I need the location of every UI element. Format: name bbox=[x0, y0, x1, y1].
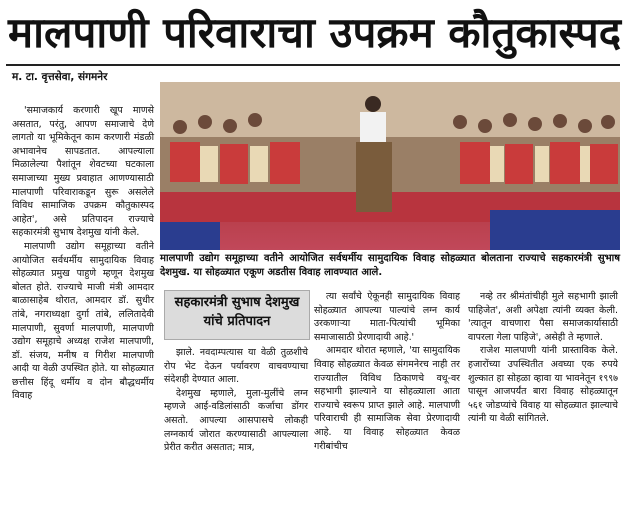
column-4-para-1: नव्हे तर श्रीमंतांचीही मुले सहभागी झाली पाहिजेत', अशी अपेक्षा त्यांनी व्यक्त केली. 'त्यातून वाचणारा पैसा समाजकार्यासाठी वापरला गेला पाहिजे', असेही ते म्हणाले. bbox=[468, 291, 618, 343]
ceremony-photo bbox=[160, 82, 620, 250]
column-1 bbox=[12, 104, 154, 403]
column-3-para-1: त्या सर्वांचे ऐकूनही सामुदायिक विवाह सोहळ्यात आपल्या पाल्यांचे लग्न कार्य उरकणाऱ्या माता-पित्यांची भूमिका समाजासाठी प्रेरणादायी आहे.' bbox=[314, 291, 460, 343]
headline: मालपाणी परिवाराचा उपक्रम कौतुकास्पद bbox=[8, 8, 622, 57]
column-4-para-2: राजेश मालपाणी यांनी प्रास्ताविक केले. हजारोंच्या उपस्थितीत अवघ्या एक रुपये शुल्कात हा सोहळा व्हावा या भावनेतून १९९७ पासून आजपर्यंत बारा विवाह सोहळ्यातून ५६१ जोडप्यांचे विवाह या सोहळ्यात झाल्याचे त्यांनी या वेळी सांगितले. bbox=[468, 345, 618, 425]
column-1-para-2: मालपाणी उद्योग समूहाच्या वतीने आयोजित सर्वधर्मीय सामुदायिक विवाह सोहळ्यात प्रमुख पाहुणे म्हणून देशमुख बोलत होते. राज्याचे माजी मंत्री आमदार बाळासाहेब थोरात, आमदार डॉ. सुधीर तांबे, नगराध्यक्षा दुर्गा तांबे, ललितादेवी मालपाणी, सुवर्णा मालपाणी, मालपाणी उद्योग समूहाचे अध्यक्ष राजेश मालपाणी, डॉ. संजय, मनीष व गिरीश मालपाणी आदी या वेळी उपस्थित होते. या सोहळ्यात छत्तीस हिंदू धर्मीय व दोन बौद्धधर्मीय विवाह bbox=[12, 240, 154, 402]
subhead-box: सहकारमंत्री सुभाष देशमुख यांचे प्रतिपादन bbox=[164, 290, 310, 340]
column-3-para-2: आमदार थोरात म्हणाले, 'या सामुदायिक विवाह सोहळ्यात केवळ संगमनेरच नाही तर राज्यातील विविध ठिकाणचे वधू-वर सहभागी झाल्याने या सोहळ्याला आता राज्याचे स्वरूप प्राप्त झाले आहे. मालपाणी परिवाराची ही सामाजिक सेवा प्रेरणादायी आहे. या विवाह सोहळ्यात केवळ गरीबांचीच bbox=[314, 345, 460, 452]
column-2-para-2: देशमुख म्हणाले, मुला-मुलींचे लग्न म्हणजे आई-वडिलांसाठी कर्जाचा डोंगर असतो. आपल्या आसपासचे लोकही लग्नकार्य जोरात करण्यासाठी आपल्याला प्रेरीत करीत असतात; मात्र, bbox=[164, 387, 308, 454]
headline-rule bbox=[6, 64, 620, 66]
column-2-para-1: झाले. नवदाम्पत्यास या वेळी तुळशीचे रोप भेट देऊन पर्यावरण वाचवण्याचा संदेशही देण्यात आला. bbox=[164, 347, 308, 386]
ceremony-photo-illustration bbox=[160, 82, 620, 250]
photo-caption: मालपाणी उद्योग समूहाच्या वतीने आयोजित सर्वधर्मीय सामुदायिक विवाह सोहळ्यात बोलताना राज्याचे सहकारमंत्री सुभाष देशमुख. या सोहळ्यात एकूण अडतीस विवाह लावण्यात आले. bbox=[160, 253, 620, 278]
byline: म. टा. वृत्तसेवा, संगमनेर bbox=[12, 71, 108, 83]
column-2 bbox=[164, 346, 308, 455]
column-3 bbox=[314, 290, 460, 453]
column-1-para-1: 'समाजकार्य करणारी खूप माणसे असतात, परंतु, आपण समाजाचे देणे लागतो या भूमिकेतून काम करणारी मंडळी अभावानेच सापडतात. आपल्याला मिळालेल्या पैशांतून शेवटच्या घटकाला समाजाच्या मुख्य प्रवाहात आणण्यासाठी मालपाणी परिवाराकडून सुरू असलेले विविध सामाजिक उपक्रम कौतुकास्पद आहेत', असे प्रतिपादन राज्याचे सहकारमंत्री सुभाष देशमुख यांनी केले. bbox=[12, 105, 154, 239]
column-4 bbox=[468, 290, 618, 426]
